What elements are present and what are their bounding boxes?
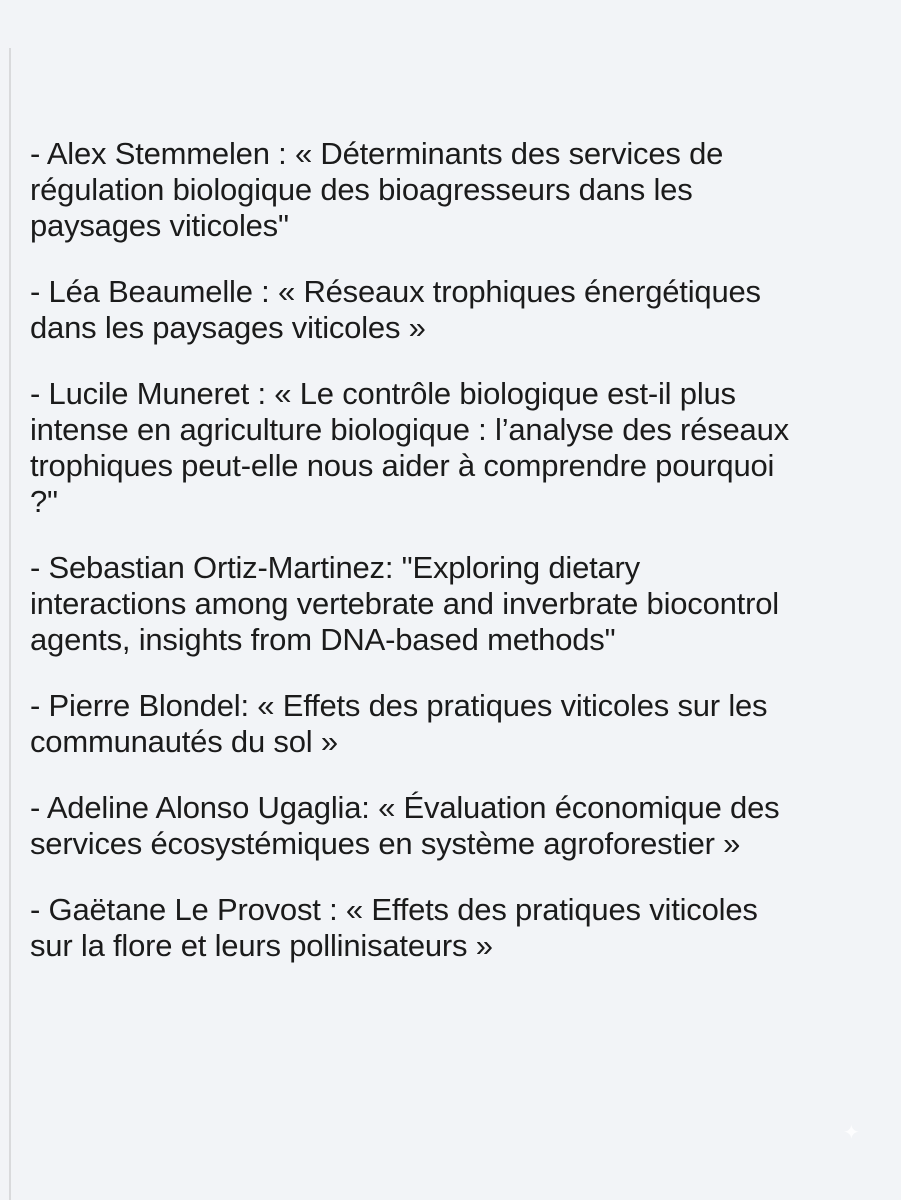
talk-item-muneret: - Lucile Muneret : « Le contrôle biologique est-il plus intense en agriculture biologique : l’analyse des réseaux trophiques peut-elle nous aider à comprendre pourquoi ?" bbox=[30, 376, 789, 519]
talk-item-alonso-ugaglia: - Adeline Alonso Ugaglia: « Évaluation économique des services écosystémiques en système agroforestier » bbox=[30, 790, 780, 861]
sparkle-icon: ✦ bbox=[843, 1120, 860, 1144]
talk-item-ortiz-martinez: - Sebastian Ortiz-Martinez: "Exploring dietary interactions among vertebrate and inverbrate biocontrol agents, insights from DNA-based methods" bbox=[30, 550, 779, 657]
talk-item-beaumelle: - Léa Beaumelle : « Réseaux trophiques énergétiques dans les paysages viticoles » bbox=[30, 274, 761, 345]
talk-list bbox=[30, 136, 890, 994]
talk-item-stemmelen: - Alex Stemmelen : « Déterminants des services de régulation biologique des bioagresseurs dans les paysages viticoles" bbox=[30, 136, 724, 243]
talk-item-le-provost: - Gaëtane Le Provost : « Effets des pratiques viticoles sur la flore et leurs pollinisateurs » bbox=[30, 892, 758, 963]
cropped-previous-line bbox=[0, 0, 901, 8]
talk-item-blondel: - Pierre Blondel: « Effets des pratiques viticoles sur les communautés du sol » bbox=[30, 688, 768, 759]
left-divider bbox=[9, 48, 11, 1200]
